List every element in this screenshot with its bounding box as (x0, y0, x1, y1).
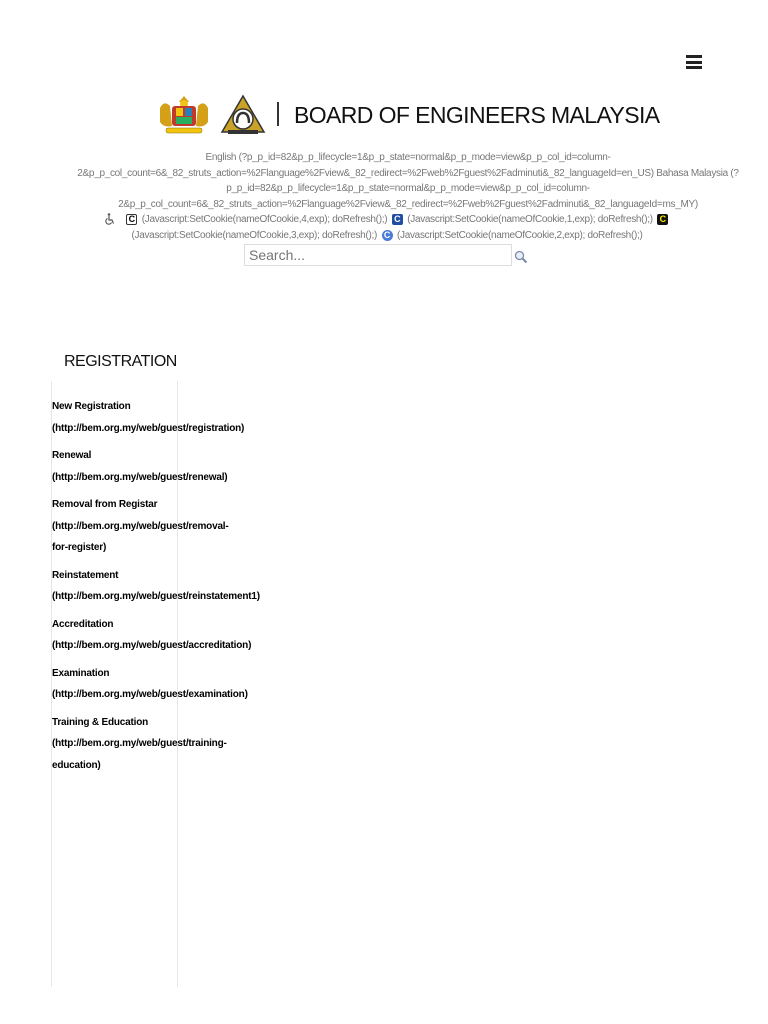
menu-item-label: Examination (52, 667, 110, 679)
menu-item[interactable] (52, 663, 292, 706)
menu-item-label: Training & Education (52, 716, 149, 728)
menu-item-url: (http://bem.org.my/web/guest/renewal) (52, 471, 228, 483)
site-header (0, 94, 768, 138)
menu-item[interactable] (52, 614, 292, 657)
menu-item-url: (http://bem.org.my/web/guest/reinstatement1) (52, 591, 260, 602)
bem-emblem-logo (220, 94, 266, 136)
cookie-link-4[interactable]: (Javascript:SetCookie(nameOfCookie,4,exp); doRefresh();) (141, 214, 388, 225)
menu-item-label: Reinstatement (52, 569, 119, 581)
menu-item[interactable] (52, 565, 292, 608)
search-icon[interactable] (514, 250, 528, 264)
language-selector (76, 150, 740, 212)
menu-item[interactable] (52, 712, 292, 777)
menu-item-label: Accreditation (52, 618, 114, 630)
menu-item[interactable] (52, 445, 292, 488)
accessibility-toolbar (82, 212, 692, 244)
menu-item-label: Renewal (52, 450, 92, 461)
malaysia-coat-of-arms-logo (156, 94, 212, 136)
wheelchair-accessibility-icon[interactable] (104, 213, 116, 225)
cookie-link-1[interactable]: (Javascript:SetCookie(nameOfCookie,1,exp); doRefresh();) (407, 214, 653, 225)
menu-item-url: for-register) (52, 542, 107, 553)
header-separator (277, 102, 279, 126)
language-link-english[interactable]: English (?p_p_id=82&p_p_lifecycle=1&p_p_state=normal&p_p_mode=view&p_p_col_id=column-2&p_p_col_count=6&_82_struts_action=%2Flanguage%2Fview&_82_redirect=%2Fweb%2Fguest%2Fadminuti&_82_languageId=en_US) (77, 152, 654, 179)
menu-item-label: Removal from Registar (52, 499, 158, 510)
menu-item-url: (http://bem.org.my/web/guest/training- (52, 738, 227, 749)
menu-item-label: New Registration (52, 401, 131, 412)
contrast-black-icon[interactable]: C (657, 214, 668, 225)
menu-item[interactable] (52, 494, 292, 559)
contrast-light-blue-icon[interactable]: C (382, 230, 393, 241)
menu-item-url: (http://bem.org.my/web/guest/accreditation) (52, 640, 252, 651)
search-input[interactable] (244, 244, 512, 266)
contrast-white-icon[interactable]: C (126, 214, 137, 225)
hamburger-menu-icon[interactable] (686, 55, 702, 69)
menu-item-url: education) (52, 759, 101, 771)
cookie-link-3[interactable]: (Javascript:SetCookie(nameOfCookie,3,exp); doRefresh();) (131, 230, 378, 241)
registration-menu (52, 396, 292, 782)
menu-item[interactable] (52, 396, 292, 439)
site-brand-title[interactable]: BOARD OF ENGINEERS MALAYSIA (294, 102, 660, 128)
cookie-link-2[interactable]: (Javascript:SetCookie(nameOfCookie,2,exp); doRefresh();) (396, 230, 643, 241)
contrast-blue-icon[interactable]: C (392, 214, 403, 225)
language-link-malay[interactable]: Bahasa Malaysia (?p_p_id=82&p_p_lifecycle=1&p_p_state=normal&p_p_mode=view&p_p_col_id=column-2&p_p_col_count=6&_82_struts_action=%2Flanguage%2Fview&_82_redirect=%2Fweb%2Fguest%2Fadminuti&_82_languageId=ms_MY) (118, 167, 739, 210)
section-title: REGISTRATION (64, 353, 177, 370)
menu-item-url: (http://bem.org.my/web/guest/removal- (52, 520, 229, 532)
menu-item-url: (http://bem.org.my/web/guest/examination) (52, 689, 248, 700)
menu-item-url: (http://bem.org.my/web/guest/registration) (52, 422, 245, 434)
